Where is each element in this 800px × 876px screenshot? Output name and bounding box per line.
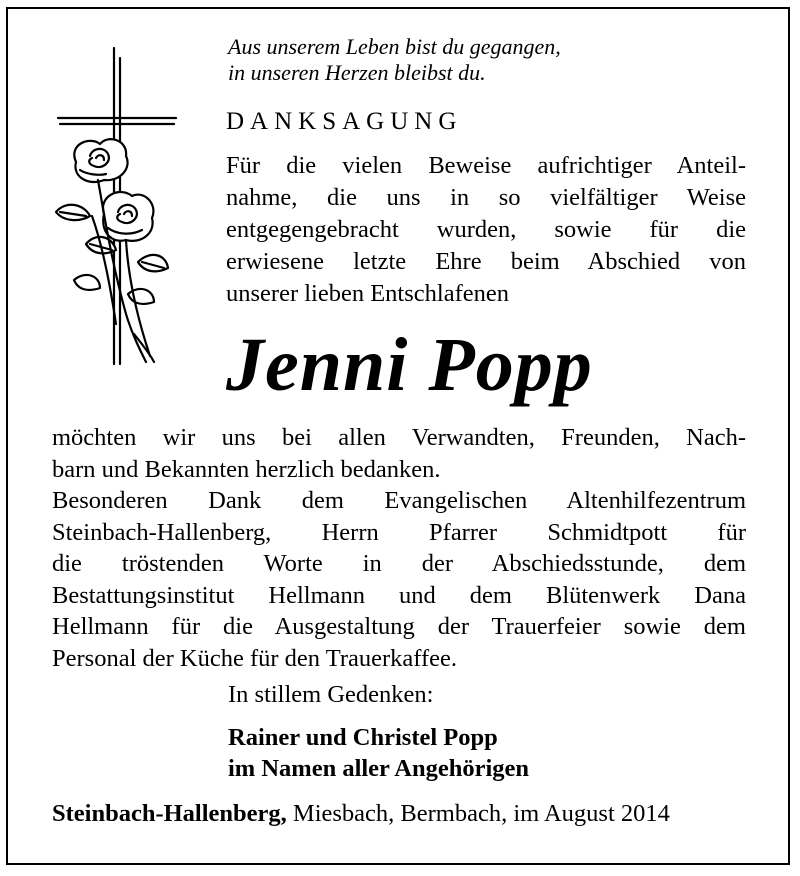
signer-line-1: Rainer und Christel Popp (228, 724, 498, 751)
body-line: möchten wir uns bei allen Verwandten, Freunden, Nach- (52, 424, 746, 451)
intro-paragraph (226, 150, 746, 310)
place-bold: Steinbach-Hallenberg, (52, 800, 287, 827)
closing-phrase: In stillem Gedenken: (228, 681, 434, 708)
body-line: Steinbach-Hallenberg, Herrn Pfarrer Schmidtpott für (52, 518, 746, 546)
intro-line: entgegengebracht wurden, sowie für die (226, 216, 746, 243)
place-date-rest: Miesbach, Bermbach, im August 2014 (286, 800, 670, 827)
intro-line: erwiesene letzte Ehre beim Abschied von (226, 248, 746, 275)
body-line: barn und Bekannten herzlich bedanken. (52, 455, 441, 483)
heading-danksagung: DANKSAGUNG (226, 108, 463, 135)
verse-line-2: in unseren Herzen bleibst du. (228, 60, 486, 85)
body-line: Bestattungsinstitut Hellmann und dem Blütenwerk Dana (52, 581, 746, 609)
verse-line-1: Aus unserem Leben bist du gegangen, (228, 34, 561, 59)
intro-line: unserer lieben Entschlafenen (226, 280, 509, 307)
signer-line-2: im Namen aller Angehörigen (228, 755, 530, 782)
body-line: Besonderen Dank dem Evangelischen Altenhilfezentrum (52, 487, 746, 514)
verse (228, 34, 561, 86)
body-paragraph (52, 422, 746, 674)
place-date-line (52, 800, 670, 828)
body-line: Hellmann für die Ausgestaltung der Trauerfeier sowie dem (52, 613, 746, 640)
signers (228, 722, 529, 784)
body-line: die tröstenden Worte in der Abschiedsstunde, dem (52, 550, 746, 577)
cross-with-roses-icon (46, 44, 196, 374)
intro-line: nahme, die uns in so vielfältiger Weise (226, 184, 746, 211)
deceased-name: Jenni Popp (226, 323, 593, 407)
intro-line: Für die vielen Beweise aufrichtiger Anteil- (226, 152, 746, 179)
body-line: Personal der Küche für den Trauerkaffee. (52, 644, 458, 672)
